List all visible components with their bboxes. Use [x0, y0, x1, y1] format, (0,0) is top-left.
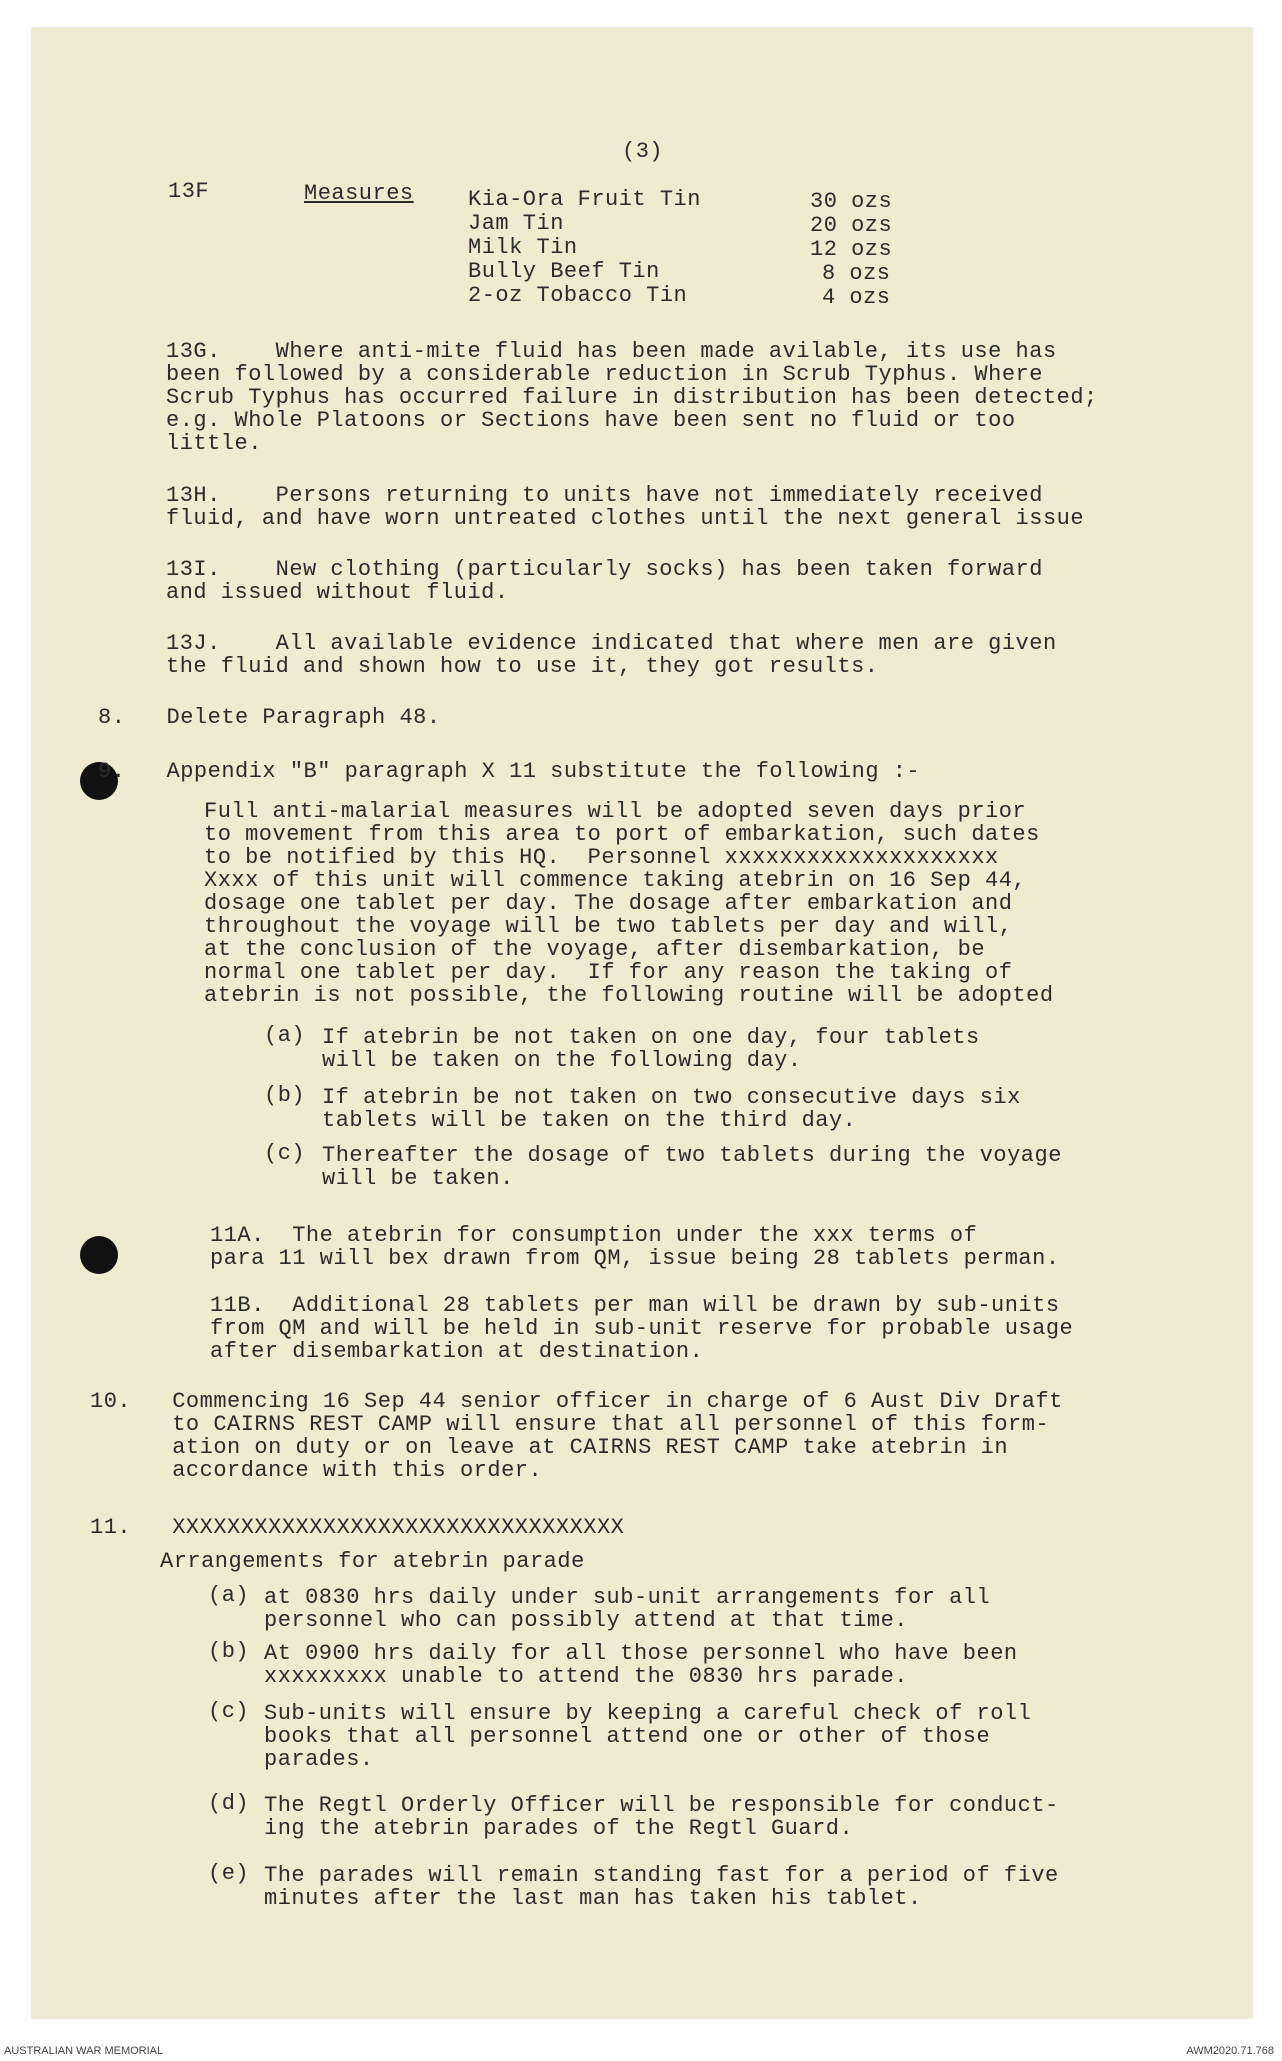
text-line: 13I. New clothing (particularly socks) has been taken forward: [166, 557, 1043, 582]
page-number: (3): [622, 139, 664, 164]
text-line: to be notified by this HQ. Personnel xxxxxxxxxxxxxxxxxxxx: [204, 845, 999, 870]
measure-qty: 12 ozs: [810, 237, 893, 262]
text-line: books that all personnel attend one or other of those: [264, 1724, 991, 1749]
text-line: 11B. Additional 28 tablets per man will be drawn by sub-units: [210, 1293, 1060, 1318]
text-line: Thereafter the dosage of two tablets during the voyage: [322, 1143, 1062, 1168]
text-line: The Regtl Orderly Officer will be responsible for conduct-: [264, 1793, 1059, 1818]
list-marker: (b): [264, 1083, 306, 1108]
text-line: Scrub Typhus has occurred failure in distribution has been detected;: [166, 385, 1098, 410]
text-line: e.g. Whole Platoons or Sections have been sent no fluid or too: [166, 408, 1016, 433]
para-9-heading: 9. Appendix "B" paragraph X 11 substitute the following :-: [98, 759, 921, 784]
text-line: personnel who can possibly attend at that time.: [264, 1608, 909, 1633]
punch-hole-bottom: [80, 1236, 118, 1274]
text-line: minutes after the last man has taken his tablet.: [264, 1886, 922, 1911]
text-line: at 0830 hrs daily under sub-unit arrangements for all: [264, 1585, 991, 1610]
para-11-heading: 11. XXXXXXXXXXXXXXXXXXXXXXXXXXXXXXXXX: [90, 1515, 625, 1540]
measure-qty: 8 ozs: [822, 261, 891, 286]
text-line: 13J. All available evidence indicated that where men are given: [166, 631, 1057, 656]
text-line: Full anti-malarial measures will be adopted seven days prior: [204, 799, 1027, 824]
para-11-subheading: Arrangements for atebrin parade: [160, 1549, 585, 1574]
text-line: will be taken.: [322, 1166, 514, 1191]
text-line: parades.: [264, 1747, 374, 1772]
text-line: after disembarkation at destination.: [210, 1339, 704, 1364]
measure-name: Kia-Ora Fruit Tin: [468, 187, 701, 212]
archive-footer: [0, 2039, 1282, 2061]
text-line: 13G. Where anti-mite fluid has been made avilable, its use has: [166, 339, 1057, 364]
text-line: 10. Commencing 16 Sep 44 senior officer in charge of 6 Aust Div Draft: [90, 1389, 1063, 1414]
text-line: will be taken on the following day.: [322, 1048, 802, 1073]
text-line: little.: [166, 431, 262, 456]
list-marker: (a): [264, 1023, 306, 1048]
text-line: dosage one tablet per day. The dosage after embarkation and: [204, 891, 1013, 916]
text-line: to movement from this area to port of embarkation, such dates: [204, 822, 1040, 847]
document-page: [32, 28, 1252, 2018]
text-line: normal one tablet per day. If for any reason the taking of: [204, 960, 1013, 985]
text-line: 13H. Persons returning to units have not immediately received: [166, 483, 1043, 508]
list-marker: (a): [208, 1583, 250, 1608]
text-line: Sub-units will ensure by keeping a careful check of roll: [264, 1701, 1032, 1726]
text-line: If atebrin be not taken on one day, four tablets: [322, 1025, 980, 1050]
para-13f-number: 13F: [168, 179, 210, 204]
measure-qty: 20 ozs: [810, 213, 893, 238]
list-marker: (c): [208, 1699, 250, 1724]
text-line: The parades will remain standing fast for a period of five: [264, 1863, 1059, 1888]
text-line: at the conclusion of the voyage, after disembarkation, be: [204, 937, 986, 962]
list-marker: (e): [208, 1861, 250, 1886]
measure-name: 2-oz Tobacco Tin: [468, 283, 688, 308]
list-marker: (c): [264, 1141, 306, 1166]
measure-name: Jam Tin: [468, 211, 564, 236]
text-line: to CAIRNS REST CAMP will ensure that all personnel of this form-: [90, 1412, 1050, 1437]
text-line: and issued without fluid.: [166, 580, 509, 605]
measures-heading: Measures: [304, 181, 414, 206]
text-line: 11A. The atebrin for consumption under the xxx terms of: [210, 1223, 978, 1248]
text-line: the fluid and shown how to use it, they got results.: [166, 654, 879, 679]
measure-qty: 30 ozs: [810, 189, 893, 214]
text-line: throughout the voyage will be two tablets per day and will,: [204, 914, 1013, 939]
text-line: fluid, and have worn untreated clothes until the next general issue: [166, 506, 1085, 531]
text-line: xxxxxxxxx unable to attend the 0830 hrs parade.: [264, 1664, 909, 1689]
text-line: At 0900 hrs daily for all those personnel who have been: [264, 1641, 1018, 1666]
measure-name: Milk Tin: [468, 235, 578, 260]
text-line: ation on duty or on leave at CAIRNS REST CAMP take atebrin in: [90, 1435, 1009, 1460]
text-line: atebrin is not possible, the following routine will be adopted: [204, 983, 1054, 1008]
text-line: ing the atebrin parades of the Regtl Guard.: [264, 1816, 854, 1841]
measure-name: Bully Beef Tin: [468, 259, 660, 284]
footer-institution: AUSTRALIAN WAR MEMORIAL: [4, 2045, 164, 2057]
text-line: accordance with this order.: [90, 1458, 543, 1483]
footer-reference: AWM2020.71.768: [1186, 2045, 1274, 2057]
list-marker: (d): [208, 1791, 250, 1816]
measure-qty: 4 ozs: [822, 285, 891, 310]
text-line: If atebrin be not taken on two consecutive days six: [322, 1085, 1021, 1110]
text-line: para 11 will bex drawn from QM, issue being 28 tablets perman.: [210, 1246, 1060, 1271]
text-line: tablets will be taken on the third day.: [322, 1108, 857, 1133]
text-line: been followed by a considerable reduction in Scrub Typhus. Where: [166, 362, 1043, 387]
text-line: from QM and will be held in sub-unit reserve for probable usage: [210, 1316, 1074, 1341]
list-marker: (b): [208, 1639, 250, 1664]
para-8: 8. Delete Paragraph 48.: [98, 705, 441, 730]
text-line: Xxxx of this unit will commence taking atebrin on 16 Sep 44,: [204, 868, 1027, 893]
